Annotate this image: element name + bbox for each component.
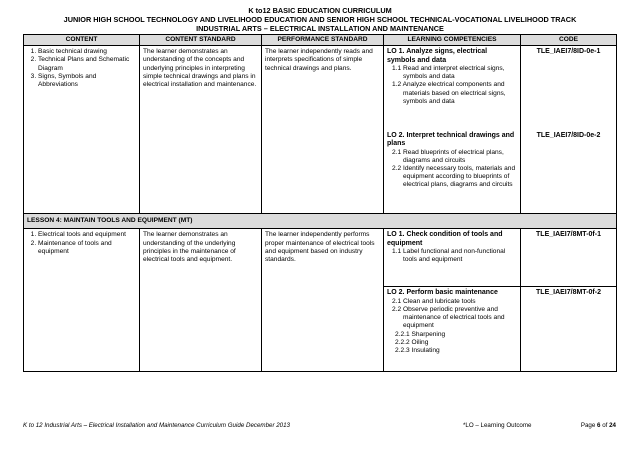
content-item: 1. Electrical tools and equipment (38, 231, 136, 239)
content-item: 2. Technical Plans and Schematic Diagram (38, 56, 136, 72)
page-number: Page 6 of 24 (580, 422, 616, 429)
lo-subitem: 2.2.1 Sharpening (395, 330, 446, 338)
footer-guide-title: K to 12 Industrial Arts – Electrical Installation and Maintenance Curriculum Guide December 2013 (23, 422, 290, 429)
lo-item: 1.1 Read and interpret electrical signs, symbols and data (392, 65, 505, 81)
content-standard-cell: The learner demonstrates an understanding of the concepts and underlying principles in interpreting simple technical drawings and plans in electrical installation and maintenance. (140, 46, 262, 214)
content-cell (24, 229, 140, 372)
col-header-content: CONTENT (24, 35, 140, 46)
competency-cell (384, 229, 521, 287)
header-track: INDUSTRIAL ARTS – ELECTRICAL INSTALLATION AND MAINTENANCE (196, 24, 444, 33)
col-header-code: CODE (521, 35, 617, 46)
competency-cell (384, 46, 521, 130)
content-cell (24, 46, 140, 214)
document-header (20, 6, 620, 33)
competency-cell (384, 287, 521, 372)
table-header-row (24, 35, 617, 46)
performance-standard-cell: The learner independently performs proper maintenance of electrical tools and equipment based on industry standards. (262, 229, 384, 372)
col-header-content-standard: CONTENT STANDARD (140, 35, 262, 46)
table-row (24, 229, 617, 287)
lo-title: LO 2. Perform basic maintenance (387, 289, 498, 297)
curriculum-table (23, 34, 617, 372)
content-item: 3. Signs, Symbols and Abbreviations (38, 73, 136, 89)
footer-lo-note: *LO – Learning Outcome (463, 422, 532, 429)
lo-subitem: 2.2.2 Oiling (395, 338, 429, 346)
lo-title: LO 1. Analyze signs, electrical symbols and data (387, 48, 488, 64)
lo-title: LO 2. Interpret technical drawings and plans (387, 131, 515, 148)
code-cell: TLE_IAEI7/8MT-0f-1 (521, 229, 617, 287)
lo-item: 2.2 Identify necessary tools, materials and equipment according to blueprints of electrical plans, diagrams and circuits (392, 164, 516, 189)
header-subtitle: JUNIOR HIGH SCHOOL TECHNOLOGY AND LIVELIHOOD EDUCATION AND SENIOR HIGH SCHOOL TECHNICAL-VOCATIONAL LIVELIHOOD TRACK (63, 15, 577, 24)
competency-cell (384, 130, 521, 214)
lo-item: 1.2 Analyze electrical components and materials based on electrical signs, symbols and data (392, 81, 506, 105)
lo-item: 2.1 Read blueprints of electrical plans, diagrams and circuits (392, 148, 504, 164)
lo-subitem: 2.2.3 Insulating (395, 347, 440, 355)
lo-item: 1.1 Label functional and non-functional tools and equipment (392, 248, 506, 264)
code-cell: TLE_IAEI7/8ID-0e-1 (521, 46, 617, 130)
col-header-performance-standard: PERFORMANCE STANDARD (262, 35, 384, 46)
lo-item: 2.2 Observe periodic preventive and maintenance of electrical tools and equipment (392, 306, 505, 330)
table-row (24, 46, 617, 130)
lesson-heading: LESSON 4: MAINTAIN TOOLS AND EQUIPMENT (MT) (24, 214, 617, 229)
header-title: K to12 BASIC EDUCATION CURRICULUM (248, 6, 392, 15)
lesson-row (24, 214, 617, 229)
code-cell: TLE_IAEI7/8ID-0e-2 (521, 130, 617, 214)
content-standard-cell: The learner demonstrates an understanding of the underlying principles in the maintenance of electrical tools and equipment. (140, 229, 262, 372)
col-header-learning-competencies: LEARNING COMPETENCIES (384, 35, 521, 46)
lo-title: LO 1. Check condition of tools and equipment (387, 231, 503, 247)
content-item: 2. Maintenance of tools and equipment (38, 240, 136, 256)
performance-standard-cell: The learner independently reads and interprets specifications of simple technical drawings and plans. (262, 46, 384, 214)
code-cell: TLE_IAEI7/8MT-0f-2 (521, 287, 617, 372)
content-item: 1. Basic technical drawing (38, 48, 136, 56)
page-footer (23, 422, 616, 429)
lo-item: 2.1 Clean and lubricate tools (392, 297, 476, 305)
